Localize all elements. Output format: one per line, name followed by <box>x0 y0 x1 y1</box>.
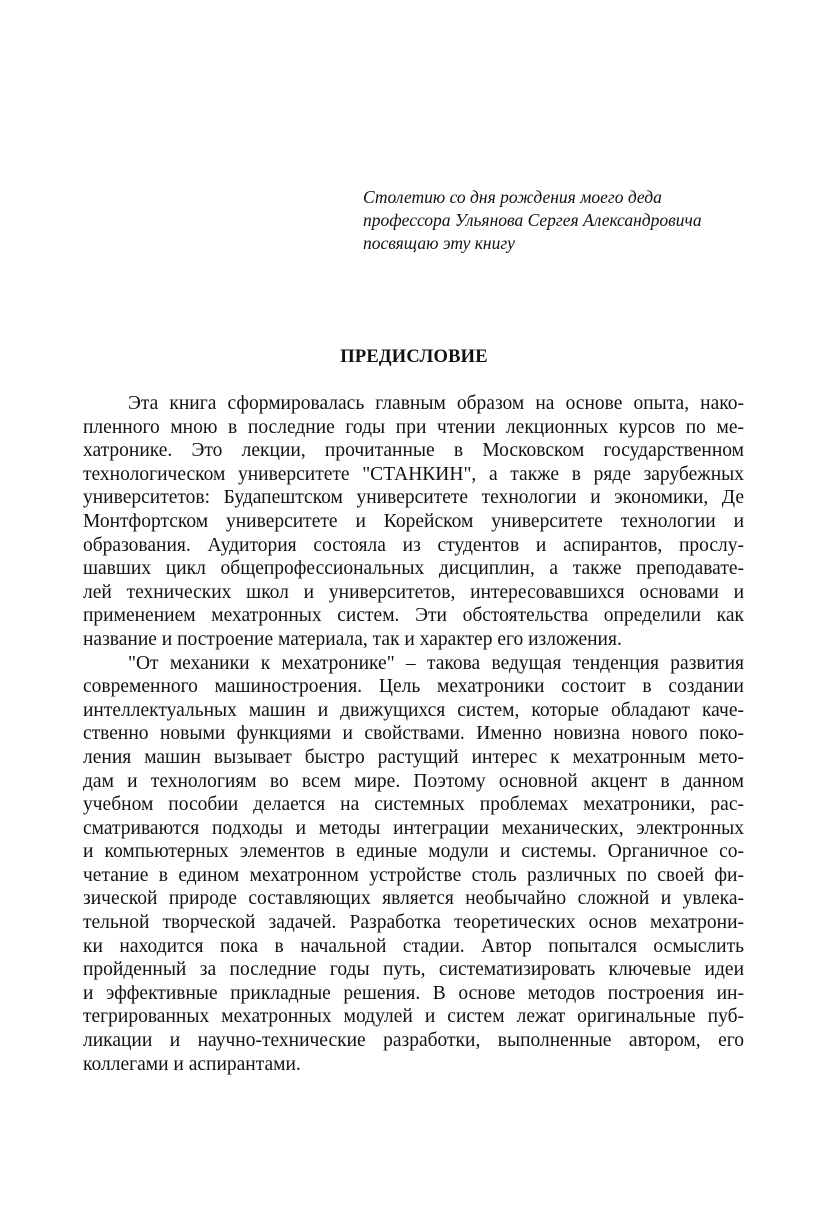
paragraph-2-line: тельной творческой задачей. Разработка теоретических основ мехатрони- <box>83 912 744 934</box>
paragraph-2-line: пройденный за последние годы путь, систематизировать ключевые идеи <box>83 959 744 981</box>
paragraph-2-line: коллегами и аспирантами. <box>83 1053 301 1075</box>
paragraph-2-line: современного машиностроения. Цель мехатроники состоит в создании <box>83 676 744 698</box>
paragraph-1-line: Эта книга сформировалась главным образом на основе опыта, нако- <box>128 393 744 414</box>
dedication <box>363 186 803 255</box>
paragraph-1-line: название и построение материала, так и характер его изложения. <box>83 628 622 650</box>
paragraph-1-line: пленного мною в последние годы при чтении лекционных курсов по ме- <box>83 416 744 438</box>
paragraph-2-line: тегрированных мехатронных модулей и систем лежат оригинальные пуб- <box>83 1006 744 1028</box>
paragraph-2-line: зической природе составляющих является необычайно сложной и увлека- <box>83 888 744 910</box>
paragraph-2-line: интеллектуальных машин и движущихся систем, которые обладают каче- <box>83 699 744 721</box>
paragraph-1-line: университетов: Будапештском университете технологии и экономики, Де <box>83 487 744 509</box>
paragraph-1-line: лей технических школ и университетов, интересовавшихся основами и <box>83 581 744 603</box>
paragraph-1-line: применением мехатронных систем. Эти обстоятельства определили как <box>83 605 744 627</box>
paragraph-1-line: Монтфортском университете и Корейском университете технологии и <box>83 510 744 532</box>
section-heading: ПРЕДИСЛОВИЕ <box>340 347 488 367</box>
paragraph-2-line: и эффективные прикладные решения. В основе методов построения ин- <box>83 982 744 1004</box>
paragraph-2-line: четание в едином мехатронном устройстве столь различных по своей фи- <box>83 864 744 886</box>
paragraph-1-line: технологическом университете "СТАНКИН", а также в ряде зарубежных <box>83 463 744 485</box>
dedication-line: посвящаю эту книгу <box>363 233 515 253</box>
paragraph-2-line: ственно новыми функциями и свойствами. Именно новизна нового поко- <box>83 723 744 745</box>
paragraph-1-line: хатронике. Это лекции, прочитанные в Московском государственном <box>83 440 744 462</box>
paragraph-1-line: образования. Аудитория состояла из студентов и аспирантов, прослу- <box>83 534 744 556</box>
paragraph-2-line: и компьютерных элементов в единые модули и системы. Органичное со- <box>83 841 744 863</box>
paragraph-2-line: "От механики к мехатронике" – такова ведущая тенденция развития <box>128 652 744 674</box>
paragraph-2-line: ления машин вызывает быстро растущий интерес к мехатронным мето- <box>83 746 744 768</box>
paragraph-2-line: дам и технологиям во всем мире. Поэтому основной акцент в данном <box>83 770 744 792</box>
dedication-line: профессора Ульянова Сергея Александровича <box>363 210 702 230</box>
paragraph-1-line: шавших цикл общепрофессиональных дисциплин, а также преподавате- <box>83 558 744 580</box>
paragraph-2-line: сматриваются подходы и методы интеграции механических, электронных <box>83 817 744 839</box>
paragraph-2-line: ликации и научно-технические разработки, выполненные автором, его <box>83 1030 744 1052</box>
paragraph-2-line: ки находится пока в начальной стадии. Автор попытался осмыслить <box>83 935 744 957</box>
dedication-line: Столетию со дня рождения моего деда <box>363 187 662 207</box>
paragraph-2-line: учебном пособии делается на системных проблемах мехатроники, рас- <box>83 794 744 816</box>
body-text <box>83 392 744 1076</box>
